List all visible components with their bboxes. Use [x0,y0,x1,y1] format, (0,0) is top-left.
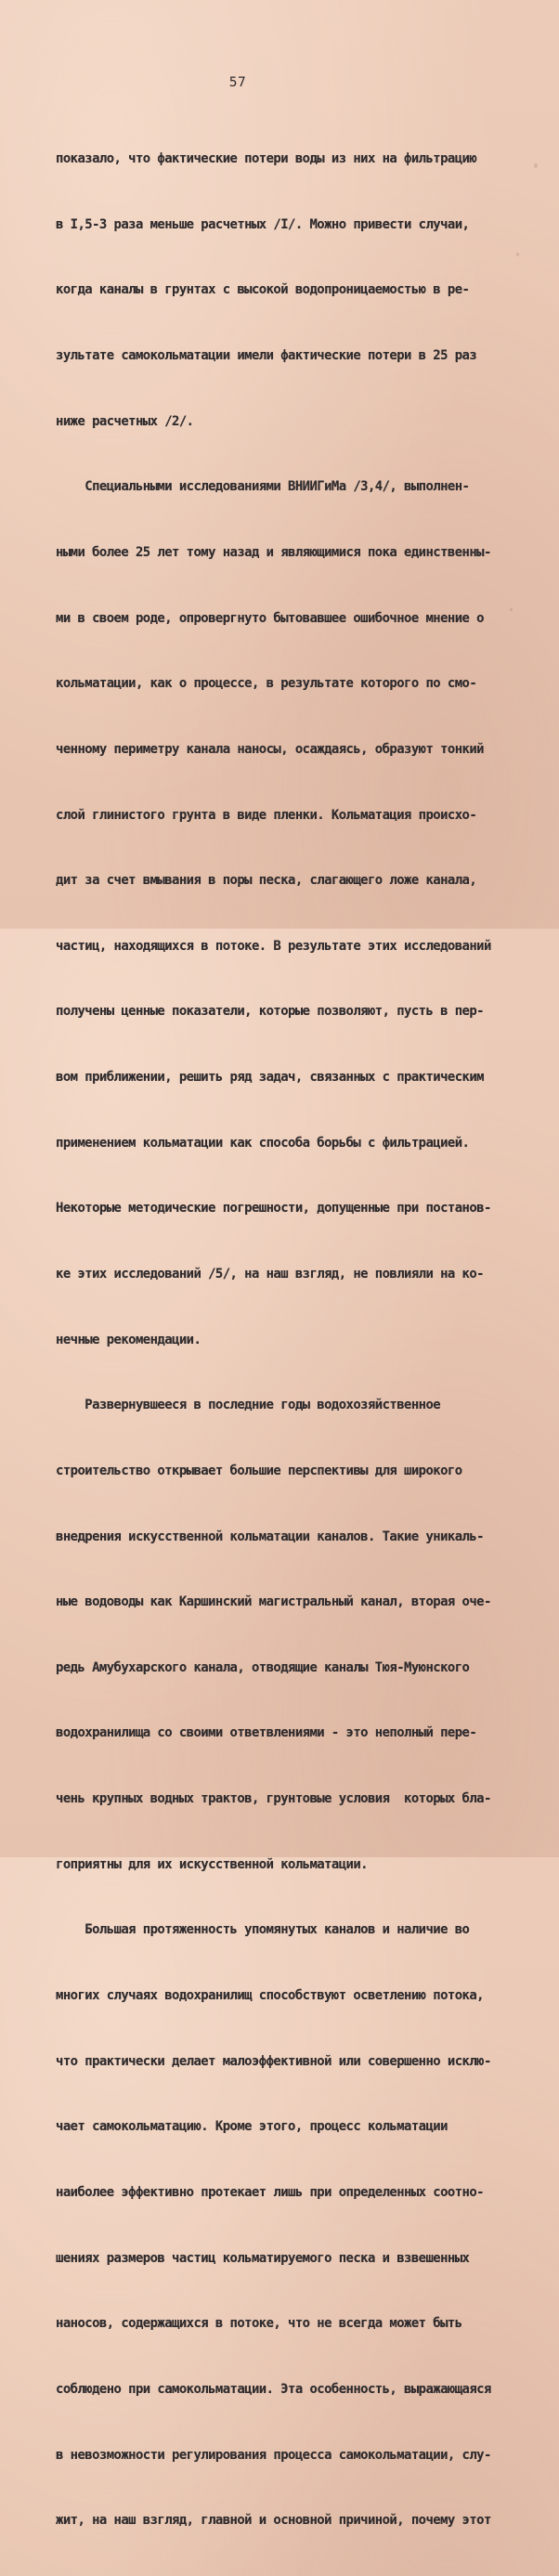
text-line: в невозможности регулирования процесса самокольматации, слу- [56,2447,491,2463]
text-line: когда каналы в грунтах с высокой водопроницаемостью в ре- [56,282,470,298]
text-line: соблюдено при самокольматации. Эта особенность, выражающаяся [56,2381,491,2397]
text-line: чень крупных водных трактов, грунтовые условия которых бла- [56,1791,491,1807]
text-line: нечные рекомендации. [56,1332,202,1347]
text-line: жит, на наш взгляд, главной и основной причиной, почему этот [56,2513,491,2529]
text-line: Большая протяженность упомянутых каналов и наличие во [56,1922,470,1938]
text-line: вом приближении, решить ряд задач, связанных с практическим [56,1070,484,1086]
text-line: наиболее эффективно протекает лишь при определенных соотно- [56,2184,484,2200]
text-line: получены ценные показатели, которые позволяют, пусть в пер- [56,1004,484,1020]
text-line: в I,5-3 раза меньше расчетных /I/. Можно привести случаи, [56,216,470,232]
text-line: Развернувшееся в последние годы водохозяйственное [56,1398,441,1413]
text-line: ченному периметру канала наносы, осаждаясь, образуют тонкий [56,741,484,757]
text-line: редь Амубухарского канала, отводящие каналы Тюя-Муюнского [56,1659,470,1675]
text-line: ми в своем роде, опровергнуто бытовавшее ошибочное мнение о [56,610,484,626]
text-line: ниже расчетных /2/. [56,413,194,429]
text-line: что практически делает малоэффективной или совершенно исклю- [56,2053,491,2069]
text-line: чает самокольматацию. Кроме этого, процесс кольматации [56,2119,448,2135]
text-line: Некоторые методические погрешности, допущенные при постанов- [56,1201,491,1216]
paper-stain [534,163,538,168]
text-line: дит за счет вмывания в поры песка, слагающего ложе канала, [56,873,477,889]
text-line: строительство открывает большие перспективы для широкого [56,1463,462,1478]
text-line: внедрения искусственной кольматации каналов. Такие уникаль- [56,1529,484,1544]
text-line: многих случаях водохранилищ способствуют осветлению потока, [56,1988,484,2004]
text-line: наносов, содержащихся в потоке, что не всегда может быть [56,2316,462,2332]
text-line: показало, что фактические потери воды из них на фильтрацию [56,151,477,167]
paper-stain [516,253,519,256]
text-line: водохранилища со своими ответвлениями - это неполный пере- [56,1725,477,1741]
text-line: ными более 25 лет тому назад и являющимися пока единственны- [56,544,491,560]
text-line: зультате самокольматации имели фактические потери в 25 раз [56,348,477,364]
text-line: ные водоводы как Каршинский магистральный канал, вторая оче- [56,1594,491,1610]
text-line: гоприятны для их искусственной кольматации. [56,1856,368,1872]
text-line: частиц, находящихся в потоке. В результате этих исследований [56,938,491,954]
text-line: Специальными исследованиями ВНИИГиМа /3,4/, выполнен- [56,479,470,495]
text-line: ке этих исследований /5/, на наш взгляд, не повлияли на ко- [56,1266,484,1281]
paper-stain [510,608,513,611]
text-line: шениях размеров частиц кольматируемого песка и взвешенных [56,2250,470,2266]
text-line: кольматации, как о процессе, в результате которого по смо- [56,676,477,692]
text-line: применением кольматации как способа борьбы с фильтрацией. [56,1135,470,1151]
page-number: 57 [228,75,247,90]
body-text [56,105,557,2576]
text-line: слой глинистого грунта в виде пленки. Кольматация происхо- [56,807,477,823]
